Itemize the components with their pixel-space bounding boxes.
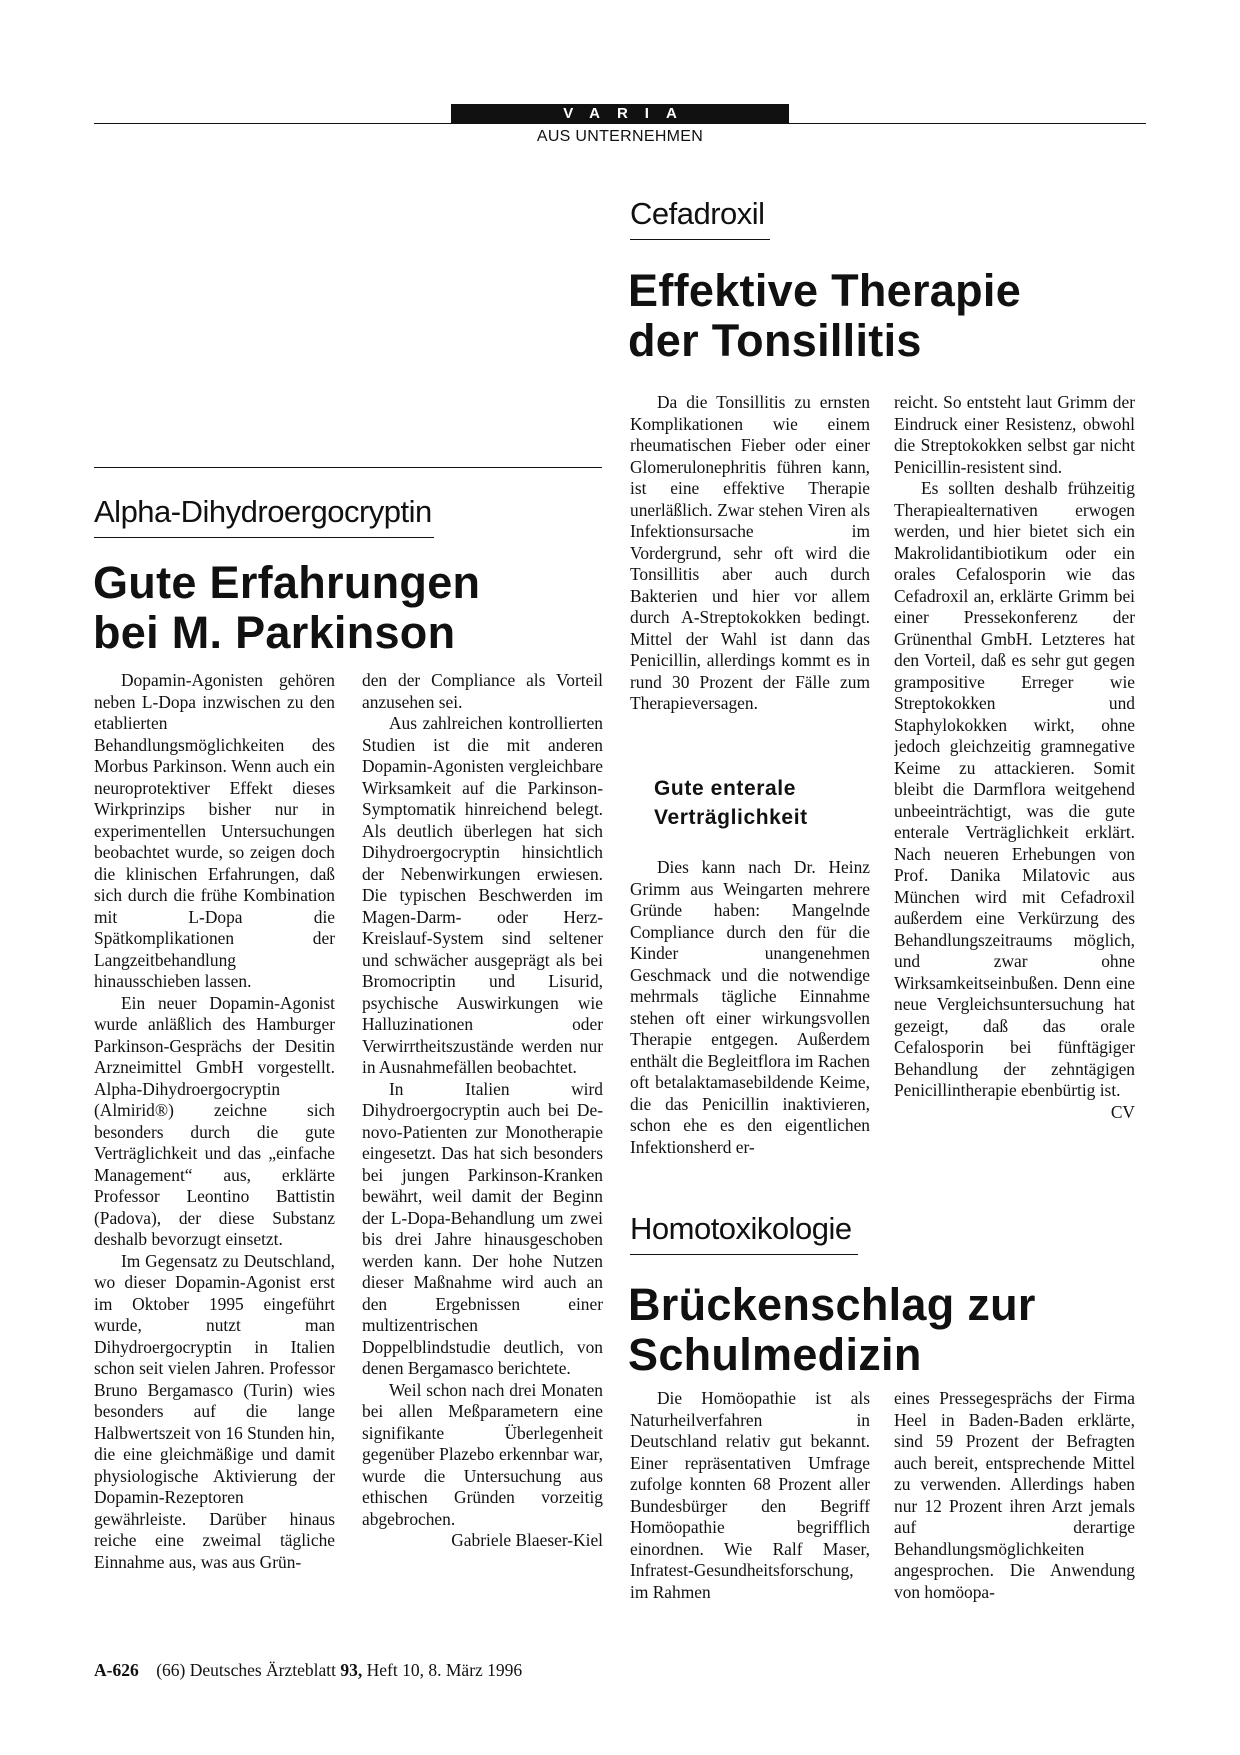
article3-column-1 xyxy=(630,1388,870,1606)
article2-author: CV xyxy=(1110,1101,1135,1122)
journal-volume: 93, xyxy=(340,1660,363,1680)
article1-paragraph xyxy=(362,1379,603,1550)
section-label: VARIA xyxy=(451,104,789,124)
article1-top-rule xyxy=(94,467,602,468)
article2-headline: Effektive Therapie der Tonsillitis xyxy=(628,265,1022,366)
article2-column-2 xyxy=(894,392,1135,1180)
article3-kicker: Homotoxikologie xyxy=(630,1211,852,1246)
article1-column-1 xyxy=(94,670,335,1618)
article1-paragraph: Dopamin-Agonisten gehören neben L-Dopa inzwischen zu den etablierten Behandlungsmöglichkeiten des Morbus Parkinson. Wenn auch ein neuroprotektiver Effekt dieses Wirkprinzips bisher nur in experimentellen Untersuchungen beobachtet wurde, so zeigen doch die klinischen Erfahrungen, daß sich durch die frühe Kombination mit L-Dopa die Spätkomplikationen der Langzeitbehandlung hinausschieben lassen. xyxy=(94,670,335,991)
article2-column-1a xyxy=(630,392,870,756)
subsection-label: AUS UNTERNEHMEN xyxy=(536,128,704,145)
article3-paragraph: Die Homöopathie ist als Naturheilverfahren in Deutschland relativ gut bekannt. Einer repräsentativen Umfrage zufolge konnten 68 Prozent aller Bundesbürger den Begriff Homöopathie begrifflich einordnen. Wie Ralf Maser, Infratest-Gesundheitsforschung, im Rahmen xyxy=(630,1388,870,1602)
article1-paragraph: den der Compliance als Vorteil anzusehen sei. xyxy=(362,670,603,712)
article3-kicker-underline xyxy=(630,1254,858,1255)
article3-headline: Brückenschlag zur Schulmedizin xyxy=(628,1279,1036,1380)
page-number: A-626 xyxy=(94,1660,139,1680)
article2-subhead: Gute enterale Verträglichkeit xyxy=(654,777,808,829)
article2-kicker-underline xyxy=(630,239,770,240)
article2-paragraph xyxy=(894,478,1135,1122)
article1-author: Gabriele Blaeser-Kiel xyxy=(451,1530,603,1550)
article3-column-2 xyxy=(894,1388,1135,1606)
article1-paragraph: In Italien wird Dihydroergocryptin auch bei De-novo-Patienten zur Monotherapie eingesetzt. Das hat sich besonders bei jungen Parkinson-Kranken bewährt, weil damit der Beginn der L-Dopa-Behandlung um zwei bis drei Jahre hinausgeschoben werden kann. Der hohe Nutzen dieser Maßnahme wird auch an den Ergebnissen einer multizentrischen Doppelblindstudie deutlich, von denen Bergamasco berichtete. xyxy=(362,1078,603,1378)
article2-column-1b xyxy=(630,857,870,1179)
page-footer xyxy=(94,1660,522,1681)
article1-paragraph-text: Weil schon nach drei Monaten bei allen Meßparametern eine signifikante Überlegenheit gegenüber Plazebo erkennbar war, wurde die Untersuchung aus ethischen Gründen vorzeitig abgebrochen. xyxy=(362,1379,603,1529)
article2-paragraph-text: Es sollten deshalb frühzeitig Therapiealternativen erwogen werden, und hier bietet sich ein Makrolidantibiotikum oder ein orales Cefalosporin wie das Cefadroxil an, erklärte Grimm bei einer Pressekonferenz der Grünenthal GmbH. Letzteres hat den Vorteil, daß es sehr gut gegen grampositive Erreger wie Streptokokken und Staphylokokken wirkt, ohne jedoch gleichzeitig gramnegative Keime zu attackieren. Somit bleibt die Darmflora weitgehend unbeeinträchtigt, was die gute enterale Verträglichkeit erklärt. Nach neueren Erhebungen von Prof. Danika Milatovic aus München wird mit Cefadroxil außerdem eine Verkürzung des Behandlungszeitraums möglich, und zwar ohne Wirksamkeitseinbußen. Denn eine neue Vergleichsuntersuchung hat gezeigt, daß das orale Cefalosporin bei fünftägiger Behandlung der zehntägigen Penicillintherapie ebenbürtig ist. xyxy=(894,478,1135,1100)
article1-paragraph: Aus zahlreichen kontrollierten Studien ist die mit anderen Dopamin-Agonisten vergleichbare Wirksamkeit auf die Parkinson-Symptomatik hinreichend belegt. Als deutlich überlegen hat sich Dihydroergocryptin hinsichtlich der Nebenwirkungen erwiesen. Die typischen Beschwerden im Magen-Darm- oder Herz-Kreislauf-System sind seltener und schwächer ausgeprägt als bei Bromocriptin und Lisurid, psychische Auswirkungen wie Halluzinationen oder Verwirrtheitszustände werden nur in Ausnahmefällen beobachtet. xyxy=(362,713,603,1077)
journal-issue: Heft 10, 8. März 1996 xyxy=(366,1660,523,1680)
article1-paragraph: Ein neuer Dopamin-Agonist wurde anläßlich des Hamburger Parkinson-Gesprächs der Desitin Arzneimittel GmbH vorgestellt. Alpha-Dihydroergocryptin (Almirid®) zeichne sich besonders durch die gute Verträglichkeit und das „einfache Management“ aus, erklärte Professor Leontino Battistin (Padova), der diese Substanz deshalb bevorzugt einsetzt. xyxy=(94,992,335,1249)
article1-kicker: Alpha-Dihydroergocryptin xyxy=(94,494,432,529)
article1-headline: Gute Erfahrungen bei M. Parkinson xyxy=(93,557,481,658)
article1-paragraph: Im Gegensatz zu Deutschland, wo dieser Dopamin-Agonist erst im Oktober 1995 eingeführt wurde, nutzt man Dihydroergocryptin in Italien schon seit vielen Jahren. Professor Bruno Bergamasco (Turin) wies besonders auf die lange Halbwertszeit von 16 Stunden hin, die eine gleichmäßige und damit physiologische Aktivierung der Dopamin-Rezeptoren gewährleiste. Darüber hinaus reiche eine zweimal tägliche Einnahme aus, was aus Grün- xyxy=(94,1250,335,1572)
page-number-short: (66) xyxy=(156,1660,186,1680)
journal-name: Deutsches Ärzteblatt xyxy=(189,1660,337,1680)
article1-column-2 xyxy=(362,670,603,1618)
article2-kicker: Cefadroxil xyxy=(630,196,765,231)
article2-paragraph: Da die Tonsillitis zu ernsten Komplikationen wie einem rheumatischen Fieber oder einer Glomerulonephritis führen kann, ist eine effektive Therapie unerläßlich. Zwar stehen Viren als Infektionsursache im Vordergrund, sehr oft wird die Tonsillitis aber auch durch Bakterien und hier vor allem durch A-Streptokokken bedingt. Mittel der Wahl ist dann das Penicillin, allerdings kommt es in rund 30 Prozent der Fälle zum Therapieversagen. xyxy=(630,392,870,713)
article2-paragraph: Dies kann nach Dr. Heinz Grimm aus Weingarten mehrere Gründe haben: Mangelnde Compliance durch den für die Kinder unangenehmen Geschmack und die notwendige mehrmals tägliche Einnahme stehen oft einer wirkungsvollen Therapie entgegen. Außerdem enthält die Begleitflora im Rachen oft betalaktamasebildende Keime, die das Penicillin inaktivieren, schon ehe es den eigentlichen Infektionsherd er- xyxy=(630,857,870,1157)
article2-paragraph: reicht. So entsteht laut Grimm der Eindruck einer Resistenz, obwohl die Streptokokken selbst gar nicht Penicillin-resistent sind. xyxy=(894,392,1135,477)
article3-paragraph: eines Pressegesprächs der Firma Heel in Baden-Baden erklärte, sind 59 Prozent der Befragten auch bereit, entsprechende Mittel zu verwenden. Allerdings haben nur 12 Prozent ihren Arzt jemals auf derartige Behandlungsmöglichkeiten angesprochen. Die Anwendung von homöopa- xyxy=(894,1388,1135,1602)
article1-kicker-underline xyxy=(94,537,434,538)
